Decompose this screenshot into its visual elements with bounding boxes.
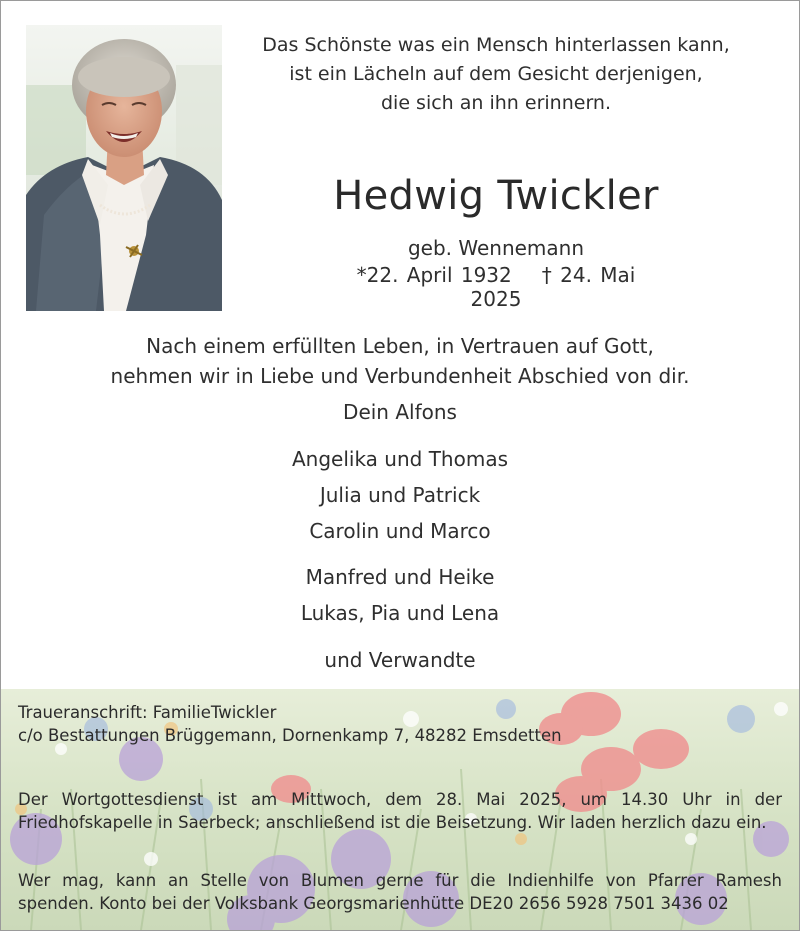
mourner-4: Carolin und Marco	[309, 519, 491, 543]
memorial-quote	[251, 31, 741, 118]
mourning-address	[18, 701, 782, 747]
death-date: † 24. Mai 2025	[470, 263, 636, 311]
message-line-1: Nach einem erfüllten Leben, in Vertrauen auf Gott,	[146, 334, 654, 358]
mourner-1: Dein Alfons	[343, 400, 457, 424]
mourner-5: Manfred und Heike	[305, 565, 495, 589]
donation-notice	[18, 869, 782, 915]
quote-line-3: die sich an ihn erinnern.	[380, 92, 611, 114]
mourner-6: Lukas, Pia und Lena	[300, 601, 500, 625]
quote-line-2: ist ein Lächeln auf dem Gesicht derjenigen,	[289, 63, 703, 85]
donation-line-2: spenden. Konto bei der Volksbank Georgsmarienhütte DE20 2656 5928 7501 3436 02	[18, 894, 729, 913]
donation-line-1: Wer mag, kann an Stelle von Blumen gerne für die Indienhilfe von Pfarrer Ramesh	[18, 871, 782, 890]
message-line-2: nehmen wir in Liebe und Verbundenheit Abschied von dir.	[110, 364, 690, 388]
farewell-message	[1, 331, 799, 391]
address-line-1: Traueranschrift: FamilieTwickler	[18, 703, 277, 722]
birth-name: geb. Wennemann	[407, 236, 585, 260]
address-line-2: c/o Bestattungen Brüggemann, Dornenkamp 7, 48282 Emsdetten	[18, 726, 562, 745]
mourner-2: Angelika und Thomas	[291, 447, 508, 471]
service-line-1: Der Wortgottesdienst ist am Mittwoch, dem 28. Mai 2025, um 14.30 Uhr in der	[18, 790, 782, 809]
birth-date: *22. April 1932	[356, 263, 512, 287]
life-dates	[331, 263, 661, 311]
service-line-2: Friedhofskapelle in Saerbeck; anschließend ist die Beisetzung. Wir laden herzlich dazu ein.	[18, 813, 767, 832]
mourner-7: und Verwandte	[324, 648, 476, 672]
deceased-name: Hedwig Twickler	[333, 173, 659, 219]
quote-line-1: Das Schönste was ein Mensch hinterlassen kann,	[262, 34, 730, 56]
mourner-3: Julia und Patrick	[319, 483, 481, 507]
service-notice	[18, 788, 782, 834]
portrait-photo	[26, 25, 222, 311]
portrait-image	[26, 25, 222, 311]
